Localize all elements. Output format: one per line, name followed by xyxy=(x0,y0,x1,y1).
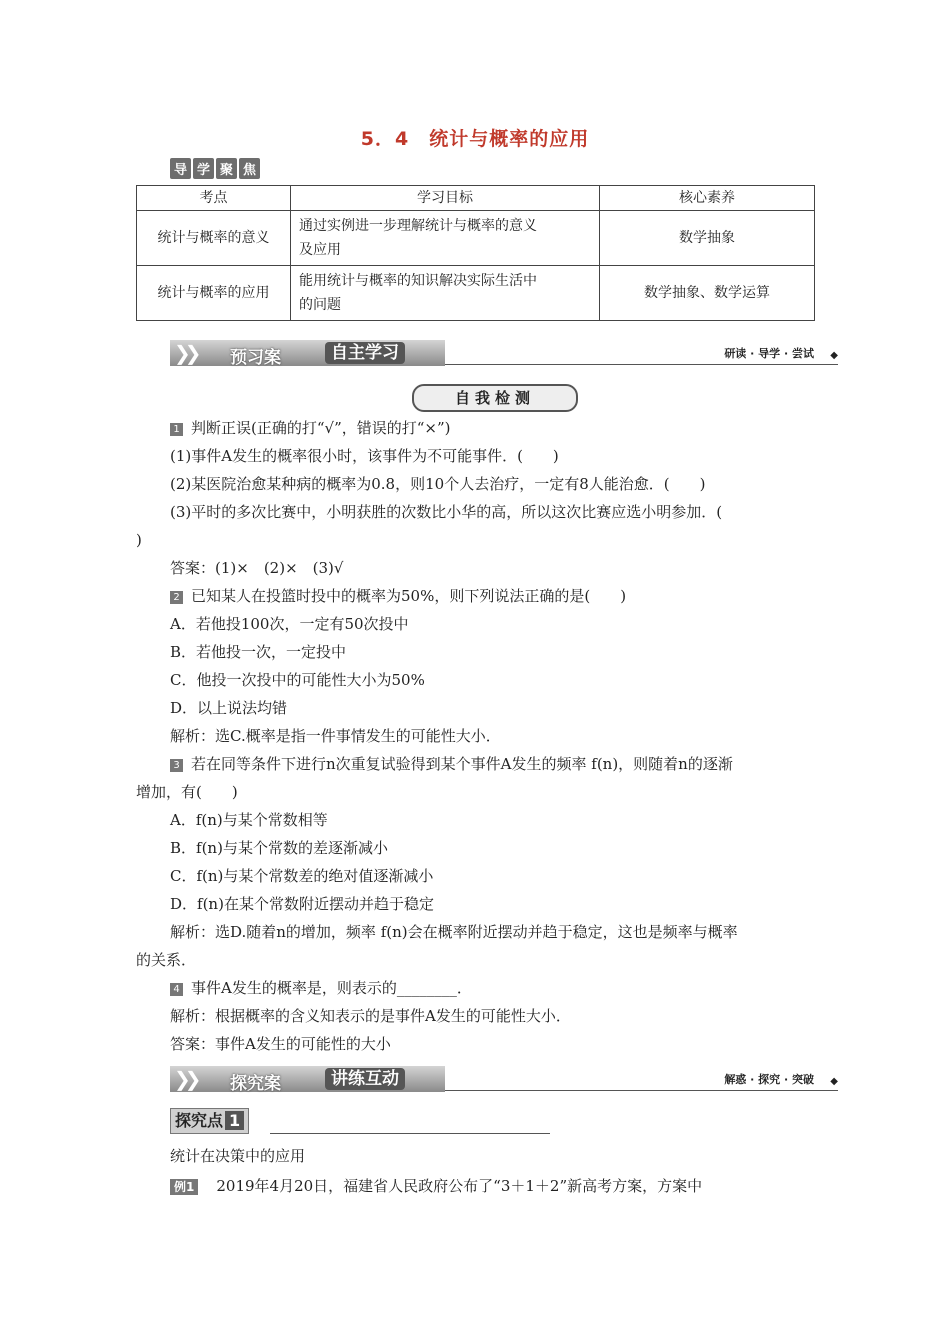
cell-goal xyxy=(291,211,600,266)
chevron-right-icon: ❯❯ xyxy=(174,341,196,365)
q1-item: (1)事件A发生的概率很小时，该事件为不可能事件．( ) xyxy=(170,447,559,465)
guide-badge: 焦 xyxy=(239,158,260,179)
diamond-icon: ◆ xyxy=(830,350,838,361)
question-text: 判断正误(正确的打“√”，错误的打“×”) xyxy=(191,419,451,437)
banner-sub: 自主学习 xyxy=(325,342,405,364)
header-goal: 学习目标 xyxy=(291,186,600,211)
q4-stem xyxy=(136,974,850,1002)
page-title: 5．4 统计与概率的应用 xyxy=(360,128,590,150)
example-line xyxy=(136,1172,850,1200)
q4-answer: 答案：事件A发生的可能性的大小 xyxy=(170,1035,391,1053)
goal-line: 通过实例进一步理解统计与概率的意义 xyxy=(299,218,537,234)
q2-option: B．若他投一次，一定投中 xyxy=(170,643,347,661)
table-row xyxy=(137,266,815,321)
q2-analysis: 解析：选C.概率是指一件事情发生的可能性大小． xyxy=(170,727,501,745)
question-number: 1 xyxy=(170,423,183,436)
objectives-table xyxy=(136,185,815,321)
q3-analysis: 解析：选D.随着n的增加，频率 f(n)会在概率附近摆动并趋于稳定，这也是频率与概率 xyxy=(170,923,738,941)
explore-banner xyxy=(170,1066,838,1092)
q1-item: (2)某医院治愈某种病的概率为0.8，则10个人去治疗，一定有8人能治愈．( ) xyxy=(170,475,706,493)
guide-badges xyxy=(170,158,260,179)
explore-topic: 统计在决策中的应用 xyxy=(170,1147,306,1165)
explore-point-heading xyxy=(170,1108,550,1134)
divider xyxy=(270,1133,550,1134)
q3-stem-cont: 增加，有( ) xyxy=(136,783,238,801)
diamond-icon: ◆ xyxy=(830,1076,838,1087)
question-text: 已知某人在投篮时投中的概率为50%，则下列说法正确的是( ) xyxy=(191,587,627,605)
header-point: 考点 xyxy=(137,186,291,211)
q3-option: A．f(n)与某个常数相等 xyxy=(170,811,328,829)
goal-line: 能用统计与概率的知识解决实际生活中 xyxy=(299,273,537,289)
cell-literacy: 数学抽象 xyxy=(600,211,815,266)
question-number: 2 xyxy=(170,591,183,604)
chevron-right-icon: ❯❯ xyxy=(174,1067,196,1091)
preview-banner xyxy=(170,340,838,366)
q3-option: B．f(n)与某个常数的差逐渐减小 xyxy=(170,839,388,857)
guide-badge: 导 xyxy=(170,158,191,179)
question-number: 4 xyxy=(170,983,183,996)
divider xyxy=(445,364,838,365)
q4-analysis: 解析：根据概率的含义知表示的是事件A发生的可能性大小． xyxy=(170,1007,571,1025)
explore-label: 探究点 xyxy=(175,1111,224,1130)
goal-line: 的问题 xyxy=(299,297,341,313)
explore-point-box xyxy=(170,1108,249,1134)
q2-option: C．他投一次投中的可能性大小为50% xyxy=(170,671,425,689)
q1-answer: 答案：(1)× (2)× (3)√ xyxy=(170,559,344,577)
banner-label: 预习案 xyxy=(230,348,281,368)
banner-right: 解惑 · 探究 · 突破 xyxy=(724,1073,814,1086)
banner-sub: 讲练互动 xyxy=(325,1068,405,1090)
cell-point: 统计与概率的意义 xyxy=(137,211,291,266)
question-number: 3 xyxy=(170,759,183,772)
q1-item-cont: ) xyxy=(136,531,142,549)
question-text: 若在同等条件下进行n次重复试验得到某个事件A发生的频率 f(n)，则随着n的逐渐 xyxy=(191,755,733,773)
guide-badge: 学 xyxy=(193,158,214,179)
header-literacy: 核心素养 xyxy=(600,186,815,211)
q2-stem xyxy=(136,582,850,610)
cell-literacy: 数学抽象、数学运算 xyxy=(600,266,815,321)
cell-point: 统计与概率的应用 xyxy=(137,266,291,321)
q3-analysis-cont: 的关系． xyxy=(136,951,197,969)
q2-option: A．若他投100次，一定有50次投中 xyxy=(170,615,409,633)
banner-right: 研读 · 导学 · 尝试 xyxy=(724,347,814,360)
q3-option: C．f(n)与某个常数差的绝对值逐渐减小 xyxy=(170,867,434,885)
divider xyxy=(445,1090,838,1091)
q1-item: (3)平时的多次比赛中，小明获胜的次数比小华的高，所以这次比赛应选小明参加．( xyxy=(170,503,723,521)
question-text: 事件A发生的概率是，则表示的________． xyxy=(191,979,472,997)
example-tag: 例1 xyxy=(170,1179,198,1195)
cell-goal xyxy=(291,266,600,321)
banner-label: 探究案 xyxy=(230,1074,281,1094)
explore-number: 1 xyxy=(225,1111,244,1130)
table-header-row xyxy=(137,186,815,211)
goal-line: 及应用 xyxy=(299,242,341,258)
q3-stem xyxy=(136,750,850,778)
table-row xyxy=(137,211,815,266)
q1-stem xyxy=(136,414,850,442)
q2-option: D．以上说法均错 xyxy=(170,699,288,717)
example-text: 2019年4月20日，福建省人民政府公布了“3＋1＋2”新高考方案，方案中 xyxy=(216,1177,703,1195)
guide-badge: 聚 xyxy=(216,158,237,179)
q3-option: D．f(n)在某个常数附近摆动并趋于稳定 xyxy=(170,895,434,913)
self-check-heading: 自我检测 xyxy=(412,384,578,412)
